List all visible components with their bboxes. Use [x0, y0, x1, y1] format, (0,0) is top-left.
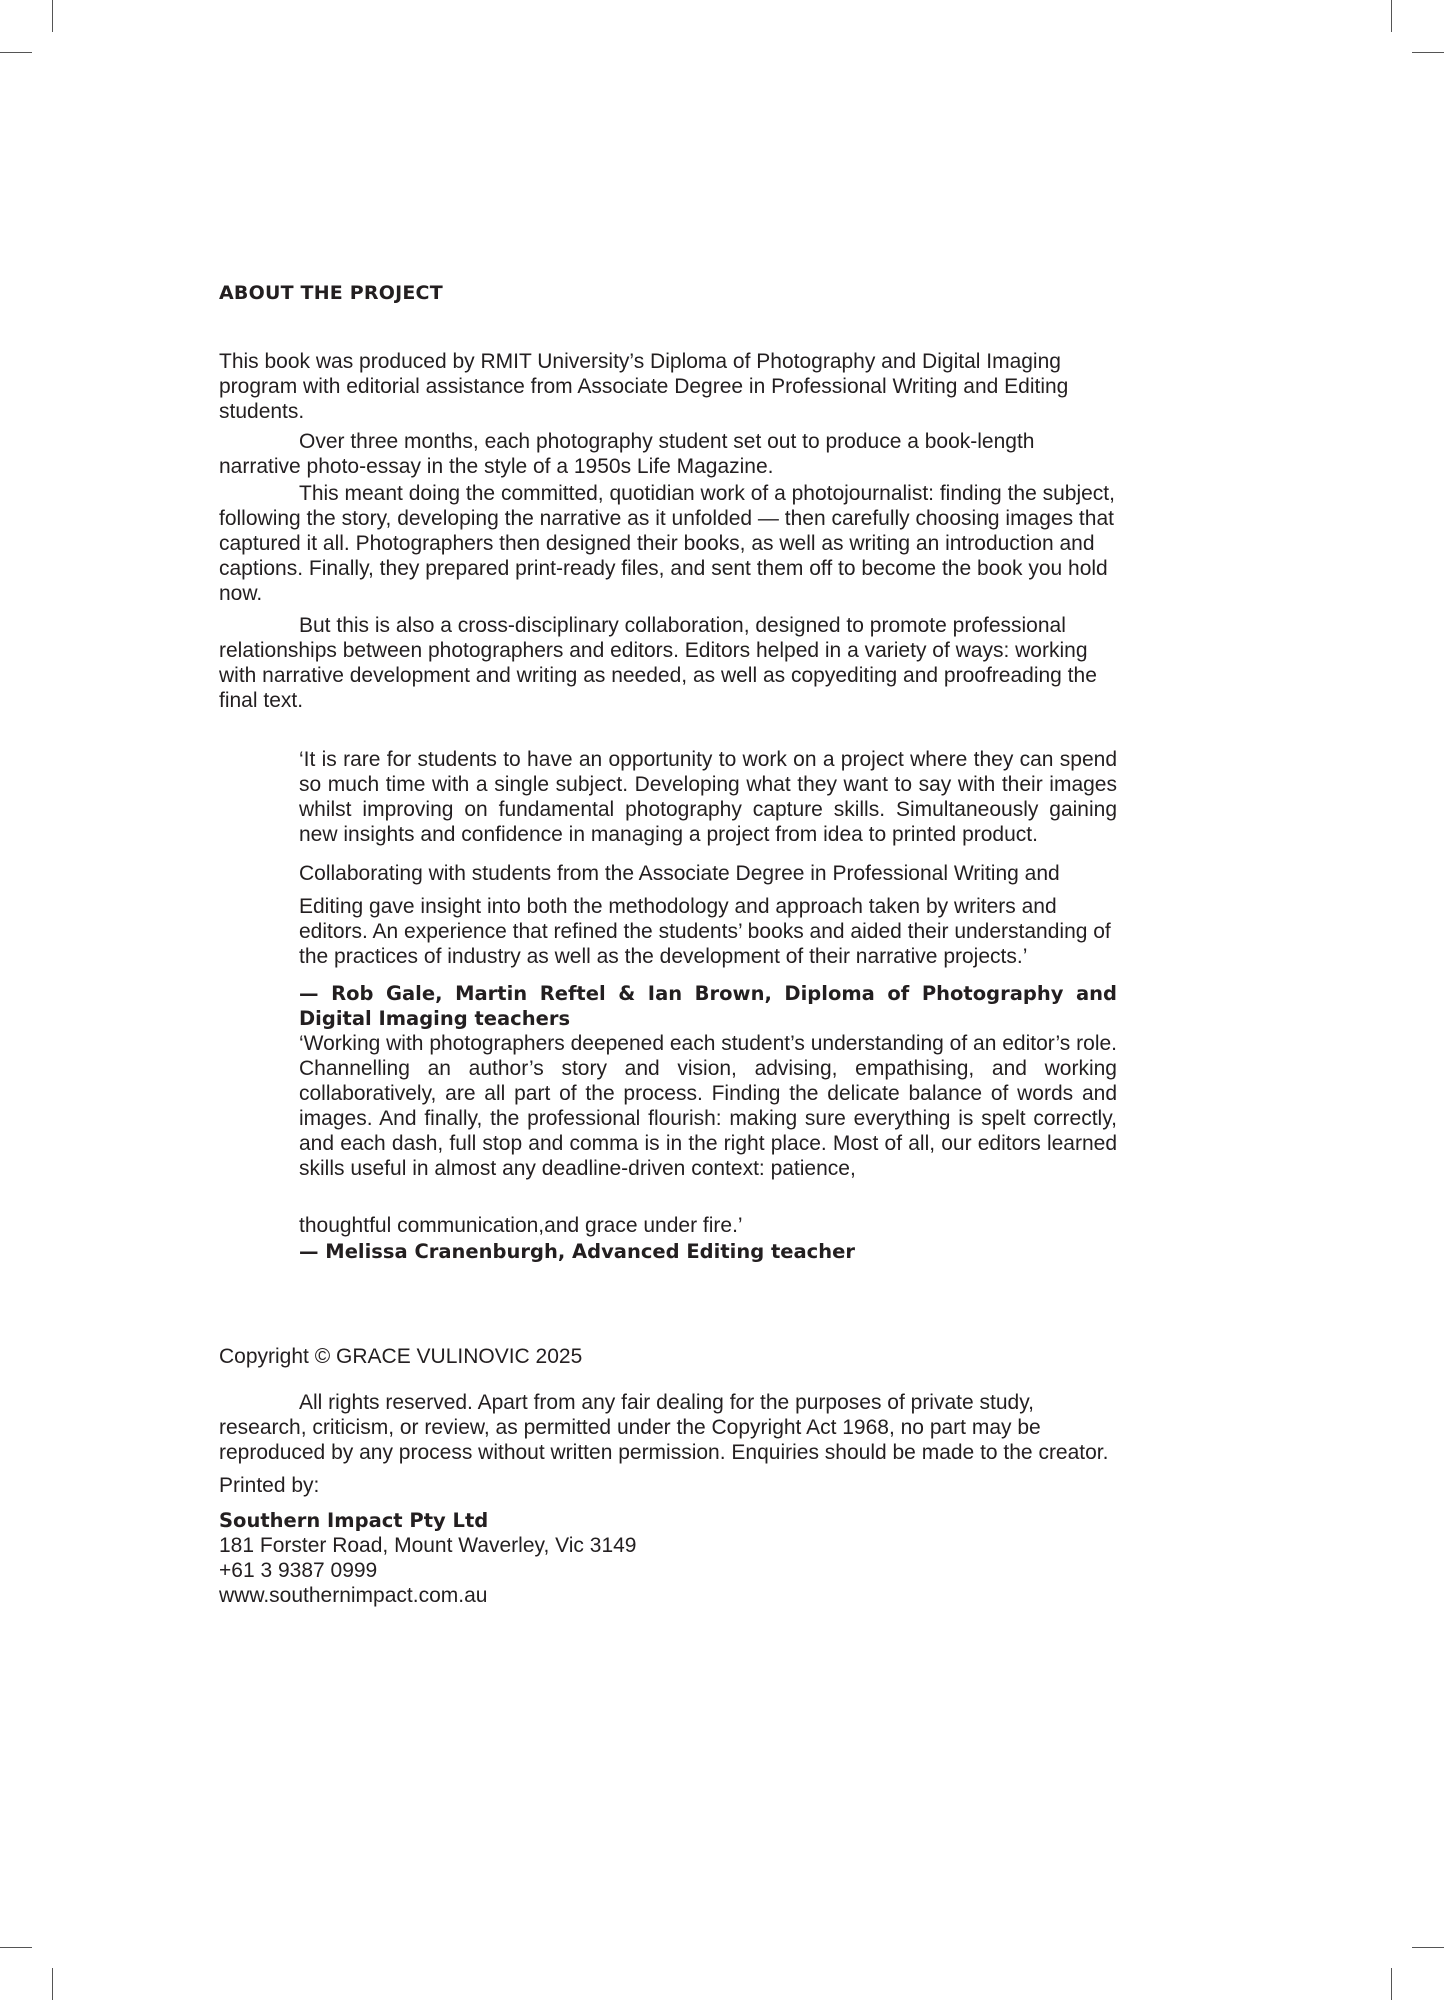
quotes-section [299, 747, 1117, 1264]
intro-section [219, 349, 1117, 713]
rights-paragraph: All rights reserved. Apart from any fair dealing for the purposes of private study, research, criticism, or review, as permitted under the Copyright Act 1968, no part may be reproduced by any process without written permission. Enquiries should be made to the creator. [219, 1391, 1109, 1464]
printer-name: Southern Impact Pty Ltd [219, 1509, 489, 1532]
quote-paragraph: ‘It is rare for students to have an opportunity to work on a project where they can spend so much time with a single subject. Developing what they want to say with their images whilst improving on fundamental photography capture skills. Simultaneously gaining new insights and confidence in managing a project from idea to printed product. [299, 748, 1117, 846]
section-heading: ABOUT THE PROJECT [219, 282, 443, 304]
quote-attribution: — Melissa Cranenburgh, Advanced Editing teacher [299, 1240, 855, 1263]
intro-paragraph: This meant doing the committed, quotidian work of a photojournalist: finding the subject, following the story, developing the narrative as it unfolded — then carefully choosing images that captured it all. Photographers then designed their books, as well as writing an introduction and captions. Finally, they prepared print-ready files, and sent them off to become the book you hold now. [219, 482, 1115, 605]
printed-by-label: Printed by: [219, 1474, 320, 1497]
crop-mark [1412, 52, 1444, 53]
crop-mark [52, 1968, 53, 2000]
copyright-line: Copyright © GRACE VULINOVIC 2025 [219, 1345, 583, 1368]
crop-mark [1391, 0, 1392, 32]
quote-paragraph: thoughtful communication,and grace under fire.’ [299, 1214, 743, 1237]
crop-mark [1412, 1947, 1444, 1948]
printer-phone: +61 3 9387 0999 [219, 1559, 378, 1582]
intro-paragraph: Over three months, each photography student set out to produce a book-length narrative photo-essay in the style of a 1950s Life Magazine. [219, 430, 1035, 478]
printer-website: www.southernimpact.com.au [219, 1584, 488, 1607]
crop-mark [0, 1947, 32, 1948]
crop-mark [0, 52, 32, 53]
copyright-section [219, 1344, 1117, 1608]
intro-paragraph: But this is also a cross-disciplinary collaboration, designed to promote professional relationships between photographers and editors. Editors helped in a variety of ways: working with narrative development and writing as needed, as well as copyediting and proofreading the final text. [219, 614, 1097, 712]
intro-paragraph: This book was produced by RMIT University’s Diploma of Photography and Digital Imaging program with editorial assistance from Associate Degree in Professional Writing and Editing students. [219, 350, 1069, 423]
quote-paragraph: Editing gave insight into both the methodology and approach taken by writers and editors. An experience that refined the students’ books and aided their understanding of the practices of industry as well as the development of their narrative projects.’ [299, 895, 1111, 968]
quote-paragraph-first-line: Collaborating with students from the Associate Degree in Professional Writing and [299, 862, 1060, 885]
quote-attribution: — Rob Gale, Martin Reftel & Ian Brown, Diploma of Photography and Digital Imaging teachers [299, 982, 1117, 1030]
crop-mark [1391, 1968, 1392, 2000]
crop-mark [52, 0, 53, 32]
quote-paragraph: ‘Working with photographers deepened each student’s understanding of an editor’s role. Channelling an author’s story and vision, advising, empathising, and working collaboratively, are all part of the process. Finding the delicate balance of words and images. And finally, the professional flourish: making sure everything is spelt correctly, and each dash, full stop and comma is in the right place. Most of all, our editors learned skills useful in almost any deadline-driven context: patience, [299, 1032, 1117, 1180]
printer-address: 181 Forster Road, Mount Waverley, Vic 3149 [219, 1534, 637, 1557]
